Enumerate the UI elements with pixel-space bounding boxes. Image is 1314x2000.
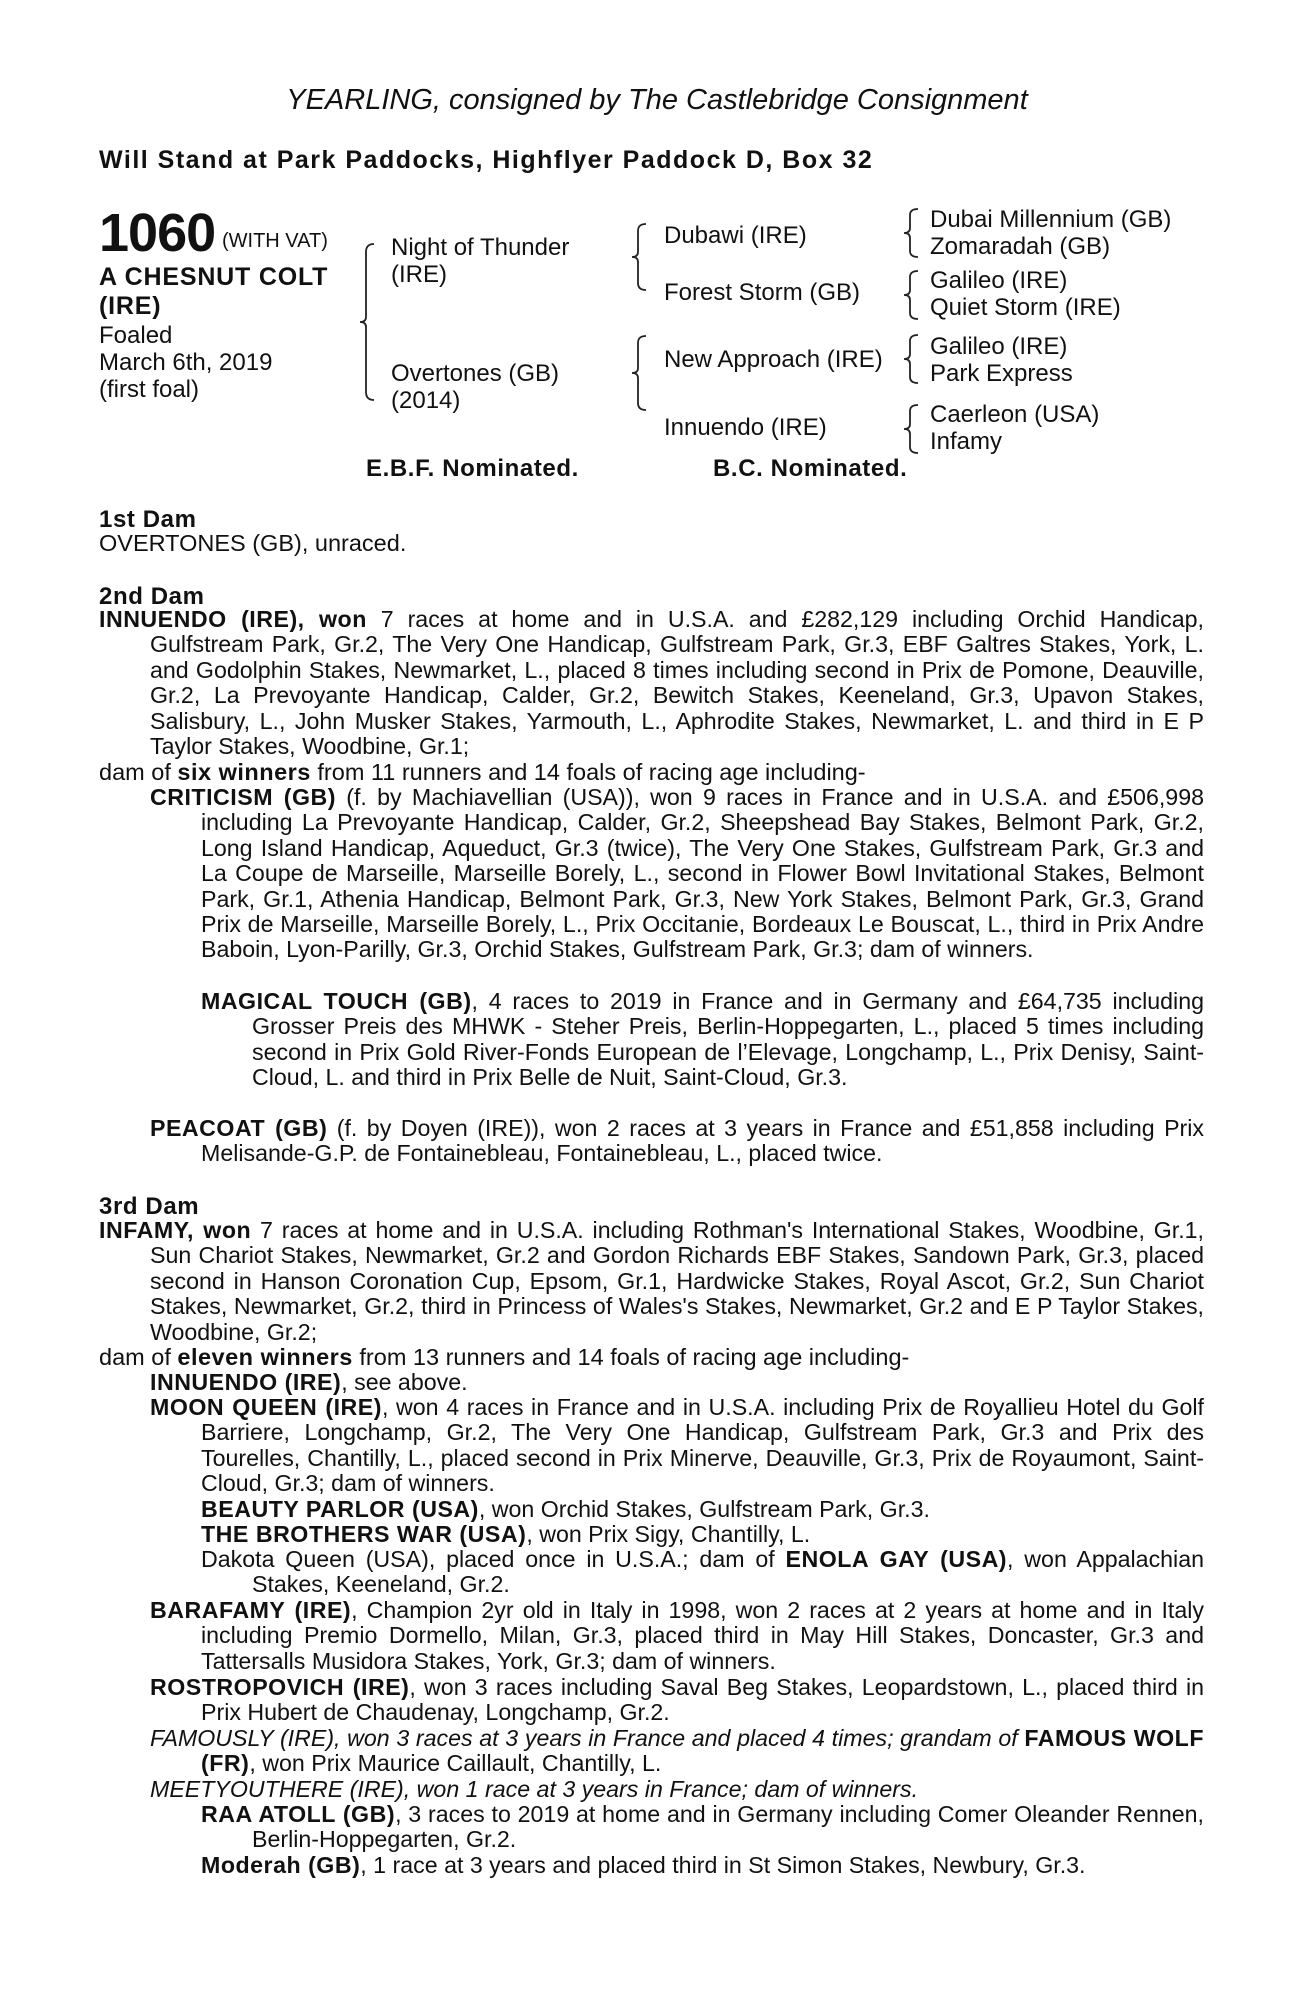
bc-nominated: B.C. Nominated. — [713, 455, 908, 482]
pedigree-bracket-sire — [632, 222, 652, 292]
dam-year: (2014) — [391, 387, 461, 414]
pedigree-sire — [391, 234, 569, 288]
sire-name: Night of Thunder — [391, 234, 570, 261]
vat-note: (WITH VAT) — [222, 230, 328, 252]
third-dam-entry — [99, 1218, 1204, 1345]
pedigree-dsd: Park Express — [930, 360, 1073, 387]
third-dam-heading: 3rd Dam — [99, 1193, 200, 1220]
consignor-line: YEARLING, consigned by The Castlebridge Consignment — [286, 84, 1028, 116]
pedigree-dam-sire: New Approach (IRE) — [664, 346, 883, 373]
lot-number: 1060 — [99, 203, 216, 263]
pedigree-bracket-dam — [632, 334, 652, 412]
second-dam-name: INNUENDO (IRE), won — [99, 606, 367, 632]
third-dam-name: INFAMY, won — [99, 1217, 252, 1243]
pedigree-sdd: Quiet Storm (IRE) — [930, 294, 1121, 321]
pedigree-dss: Galileo (IRE) — [930, 333, 1068, 360]
pedigree-dam-dam: Innuendo (IRE) — [664, 414, 827, 441]
lot-description — [99, 263, 359, 321]
ebf-nominated: E.B.F. Nominated. — [366, 455, 579, 482]
second-dam-produce-summary: dam of six winners from 11 runners and 14 foals of racing age including- — [99, 759, 866, 785]
lot-description-line2: (IRE) — [99, 292, 162, 320]
third-dam-record: 7 races at home and in U.S.A. including Rothman's International Stakes, Woodbine, Gr.1, Sun Chariot Stakes, Newmarket, Gr.2 and Gordon Richards EBF Stakes, Sandown Park, Gr.3, placed second in Hanson Coronation Cup, Epsom, Gr.1, Hardwicke Stakes, Royal Ascot, Gr.2, Sun Chariot Stakes, Newmarket, Gr.2, third in Princess of Wales's Stakes, Newmarket, Gr.2 and E P Taylor Stakes, Woodbine, Gr.2; — [150, 1217, 1204, 1345]
produce-barafamy: BARAFAMY (IRE), Champion 2yr old in Italy in 1998, won 2 races at 2 years at home and in Italy including Premio Dormello, Milan, Gr.3, placed third in May Hill Stakes, Doncaster, Gr.3 and Tattersalls Musidora Stakes, York, Gr.3; dam of winners. — [150, 1597, 1204, 1674]
lot-description-line1: A CHESNUT COLT — [99, 263, 329, 291]
first-dam-text: OVERTONES (GB), unraced. — [99, 530, 407, 556]
foaled-block — [99, 322, 272, 403]
pedigree-sire-dam: Forest Storm (GB) — [664, 279, 861, 306]
pedigree-bracket-ss — [904, 207, 922, 259]
foal-note: (first foal) — [99, 376, 200, 403]
produce-famously: FAMOUSLY (IRE), won 3 races at 3 years in France and placed 4 times; grandam of FAMOUS WOLF (FR), won Prix Maurice Caillault, Chantilly, L. — [150, 1725, 1204, 1777]
produce-moon-queen: MOON QUEEN (IRE), won 4 races in France and in U.S.A. including Prix de Royallieu Hotel du Golf Barriere, Longchamp, Gr.2, The Very One Handicap, Gulfstream Park, Gr.3 and Prix des Tourelles, Chantilly, L., placed second in Prix Minerve, Deauville, Gr.3, Prix de Royaumont, Saint-Cloud, Gr.3; dam of winners. — [150, 1394, 1204, 1497]
produce-dakota-queen: Dakota Queen (USA), placed once in U.S.A.; dam of ENOLA GAY (USA), won Appalachian Stakes, Keeneland, Gr.2. — [201, 1546, 1205, 1598]
second-dam-heading: 2nd Dam — [99, 583, 205, 610]
pedigree-dds: Caerleon (USA) — [930, 401, 1100, 428]
pedigree-dam — [391, 360, 559, 414]
pedigree-bracket-dd — [904, 403, 922, 455]
pedigree-sire-sire: Dubawi (IRE) — [664, 222, 807, 249]
sire-country: (IRE) — [391, 261, 447, 288]
produce-raa-atoll: RAA ATOLL (GB), 3 races to 2019 at home and in Germany including Comer Oleander Rennen, Berlin-Hoppegarten, Gr.2. — [201, 1801, 1205, 1853]
pedigree-sss: Dubai Millennium (GB) — [930, 206, 1172, 233]
second-dam-entry — [99, 607, 1204, 759]
produce-magical-touch: MAGICAL TOUCH (GB), 4 races to 2019 in France and in Germany and £64,735 including Grosser Preis des MHWK - Steher Preis, Berlin-Hoppegarten, L., placed 5 times including second in Prix Gold River-Fonds European de l’Elevage, Longchamp, L., Prix Denisy, Saint-Cloud, L. and third in Prix Belle de Nuit, Saint-Cloud, Gr.3. — [201, 988, 1204, 1091]
dam-name: Overtones (GB) — [391, 360, 560, 387]
produce-criticism: CRITICISM (GB) (f. by Machiavellian (USA)), won 9 races in France and in U.S.A. and £506,998 including La Prevoyante Handicap, Calder, Gr.2, Sheepshead Bay Stakes, Belmont Park, Gr.2, Long Island Handicap, Aqueduct, Gr.3 (twice), The Very One Stakes, Gulfstream Park, Gr.3 and La Coupe de Marseille, Marseille Borely, L., second in Flower Bowl Invitational Stakes, Belmont Park, Gr.1, Athenia Handicap, Belmont Park, Gr.3, New York Stakes, Belmont Park, Gr.3, Grand Prix de Marseille, Marseille Borely, L., Prix Occitanie, Bordeaux Le Bouscat, L., third in Prix Andre Baboin, Lyon-Parilly, Gr.3, Orchid Stakes, Gulfstream Park, Gr.3; dam of winners. — [150, 784, 1204, 963]
pedigree-ssd: Zomaradah (GB) — [930, 233, 1111, 260]
first-dam-heading: 1st Dam — [99, 506, 197, 533]
foaled-date: March 6th, 2019 — [99, 349, 273, 376]
second-dam-record: 7 races at home and in U.S.A. and £282,129 including Orchid Handicap, Gulfstream Park, Gr.2, The Very One Handicap, Gulfstream Park, Gr.3, EBF Galtres Stakes, York, L. and Godolphin Stakes, Newmarket, L., placed 8 times including second in Prix de Pomone, Deauville, Gr.2, La Prevoyante Handicap, Calder, Gr.2, Bewitch Stakes, Keeneland, Gr.3, Upavon Stakes, Salisbury, L., John Musker Stakes, Yarmouth, L., Aphrodite Stakes, Newmarket, L. and third in E P Taylor Stakes, Woodbine, Gr.1; — [150, 606, 1204, 760]
pedigree-bracket-ds — [904, 333, 922, 385]
produce-moderah: Moderah (GB), 1 race at 3 years and placed third in St Simon Stakes, Newbury, Gr.3. — [201, 1852, 1086, 1878]
third-dam-produce-summary: dam of eleven winners from 13 runners and 14 foals of racing age including- — [99, 1344, 910, 1370]
produce-beauty-parlor: BEAUTY PARLOR (USA), won Orchid Stakes, Gulfstream Park, Gr.3. — [201, 1496, 930, 1522]
produce-the-brothers-war: THE BROTHERS WAR (USA), won Prix Sigy, Chantilly, L. — [201, 1521, 811, 1547]
produce-innuendo: INNUENDO (IRE), see above. — [150, 1369, 468, 1395]
pedigree-sds: Galileo (IRE) — [930, 267, 1068, 294]
produce-peacoat: PEACOAT (GB) (f. by Doyen (IRE)), won 2 races at 3 years in France and £51,858 including Prix Melisande-G.P. de Fontainebleau, Fontainebleau, L., placed twice. — [150, 1115, 1204, 1167]
pedigree-ddd: Infamy — [930, 428, 1003, 455]
produce-meetyouthere: MEETYOUTHERE (IRE), won 1 race at 3 years in France; dam of winners. — [150, 1776, 919, 1802]
pedigree-bracket-sd — [904, 269, 922, 321]
produce-rostropovich: ROSTROPOVICH (IRE), won 3 races including Saval Beg Stakes, Leopardstown, L., placed third in Prix Hubert de Chaudenay, Longchamp, Gr.2. — [150, 1674, 1204, 1726]
foaled-label: Foaled — [99, 322, 173, 349]
stand-location: Will Stand at Park Paddocks, Highflyer Paddock D, Box 32 — [99, 146, 874, 174]
pedigree-bracket-gen1 — [360, 242, 380, 402]
